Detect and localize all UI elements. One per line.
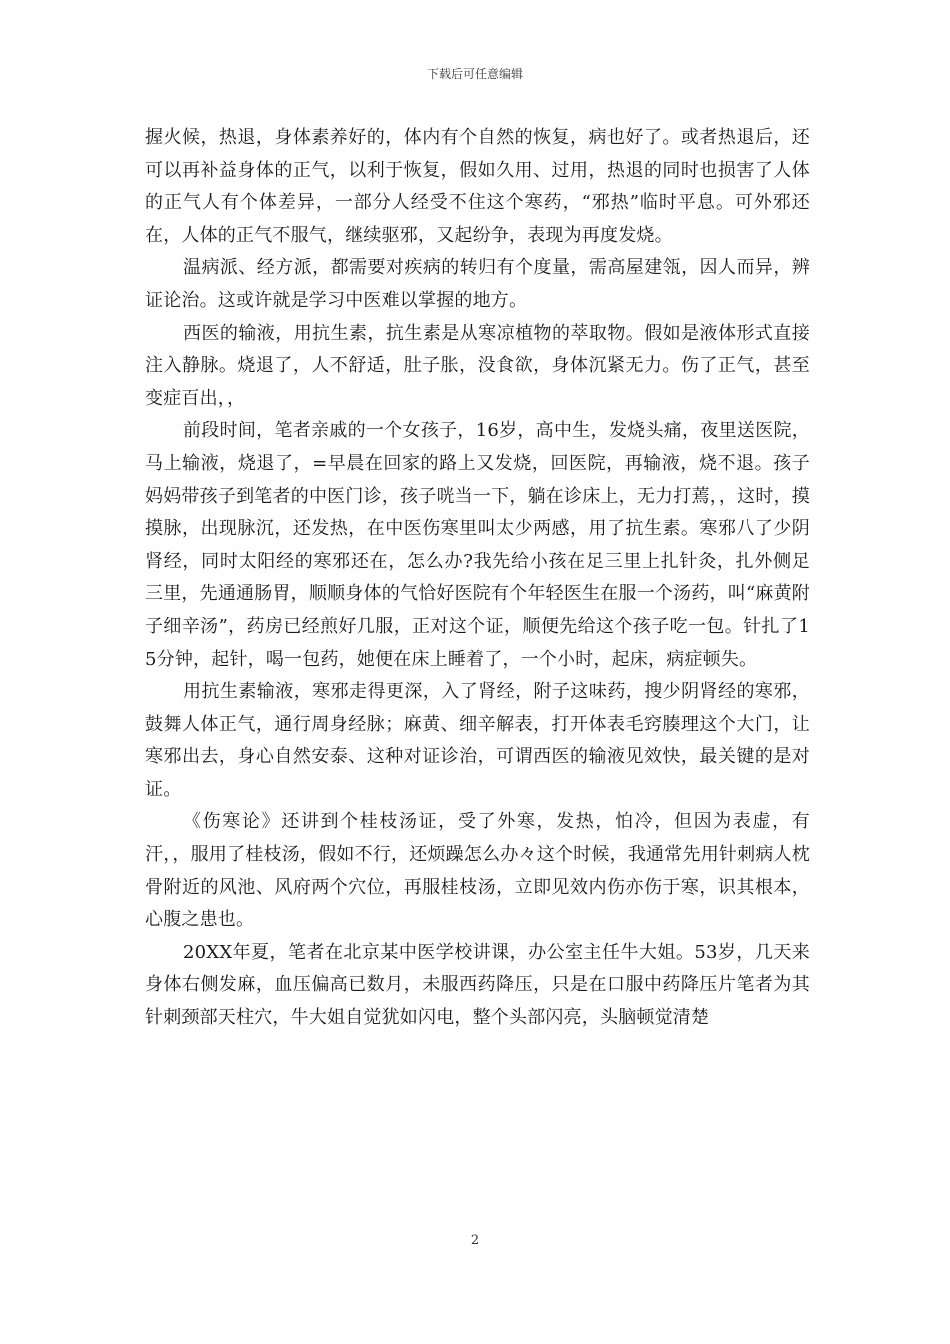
paragraph-2: 温病派、经方派，都需要对疾病的转归有个度量，需高屋建瓴，因人而异，辨证论治。这或许就是学习中医难以掌握的地方。 — [145, 257, 810, 311]
paragraph-7: 20XX年夏，笔者在北京某中医学校讲课，办公室主任牛大姐。53岁，几天来身体右侧发麻，血压偏高已数月，未服西药降压，只是在口服中药降压片笔者为其针刺颈部天柱穴，牛大姐自觉犹如闪电，整个头部闪亮，头脑顿觉清楚 — [145, 941, 810, 1029]
document-body — [145, 122, 810, 1035]
paragraph-1: 握火候，热退，身体素养好的，体内有个自然的恢复，病也好了。或者热退后，还可以再补益身体的正气，以利于恢复，假如久用、过用，热退的同时也损害了人体的正气人有个体差异，一部分人经受不住这个寒药，“邪热”临时平息。可外邪还在，人体的正气不服气，继续驱邪，又起纷争，表现为再度发烧。 — [145, 127, 810, 246]
paragraph-4: 前段时间，笔者亲戚的一个女孩子，16岁，高中生，发烧头痛，夜里送医院，马上输液，烧退了，=早晨在回家的路上又发烧，回医院，再输液，烧不退。孩子妈妈带孩子到笔者的中医门诊，孩子咣当一下，躺在诊床上，无力打蔫，，这时，摸摸脉，出现脉沉，还发热，在中医伤寒里叫太少两感，用了抗生素。寒邪八了少阴肾经，同时太阳经的寒邪还在，怎么办?我先给小孩在足三里上扎针灸，扎外侧足三里，先通通肠胃，顺顺身体的气恰好医院有个年轻医生在服一个汤药，叫“麻黄附子细辛汤”，药房已经煎好几服，正对这个证，顺便先给这个孩子吃一包。针扎了15分钟，起针，喝一包药，她便在床上睡着了，一个小时，起床，病症顿失。 — [145, 420, 810, 670]
paragraph-3: 西医的输液，用抗生素，抗生素是从寒凉植物的萃取物。假如是液体形式直接注入静脉。烧退了，人不舒适，肚子胀，没食欲，身体沉紧无力。伤了正气，甚至变症百出，， — [145, 322, 810, 409]
page-header-note: 下载后可任意编辑 — [426, 67, 523, 81]
page-number: 2 — [470, 1233, 480, 1248]
paragraph-6: 《伤寒论》还讲到个桂枝汤证，受了外寒，发热，怕冷，但因为表虚，有汗，，服用了桂枝汤，假如不行，还烦躁怎么办々这个时候，我通常先用针刺病人枕骨附近的风池、风府两个穴位，再服桂枝汤，立即见效内伤亦伤于寒，识其根本，心腹之患也。 — [145, 811, 810, 931]
paragraph-5: 用抗生素输液，寒邪走得更深，入了肾经，附子这味药，搜少阴肾经的寒邪，鼓舞人体正气，通行周身经脉；麻黄、细辛解表，打开体表毛窍腠理这个大门，让寒邪出去，身心自然安泰、这种对证诊治，可谓西医的输液见效快，最关键的是对证。 — [145, 681, 810, 800]
